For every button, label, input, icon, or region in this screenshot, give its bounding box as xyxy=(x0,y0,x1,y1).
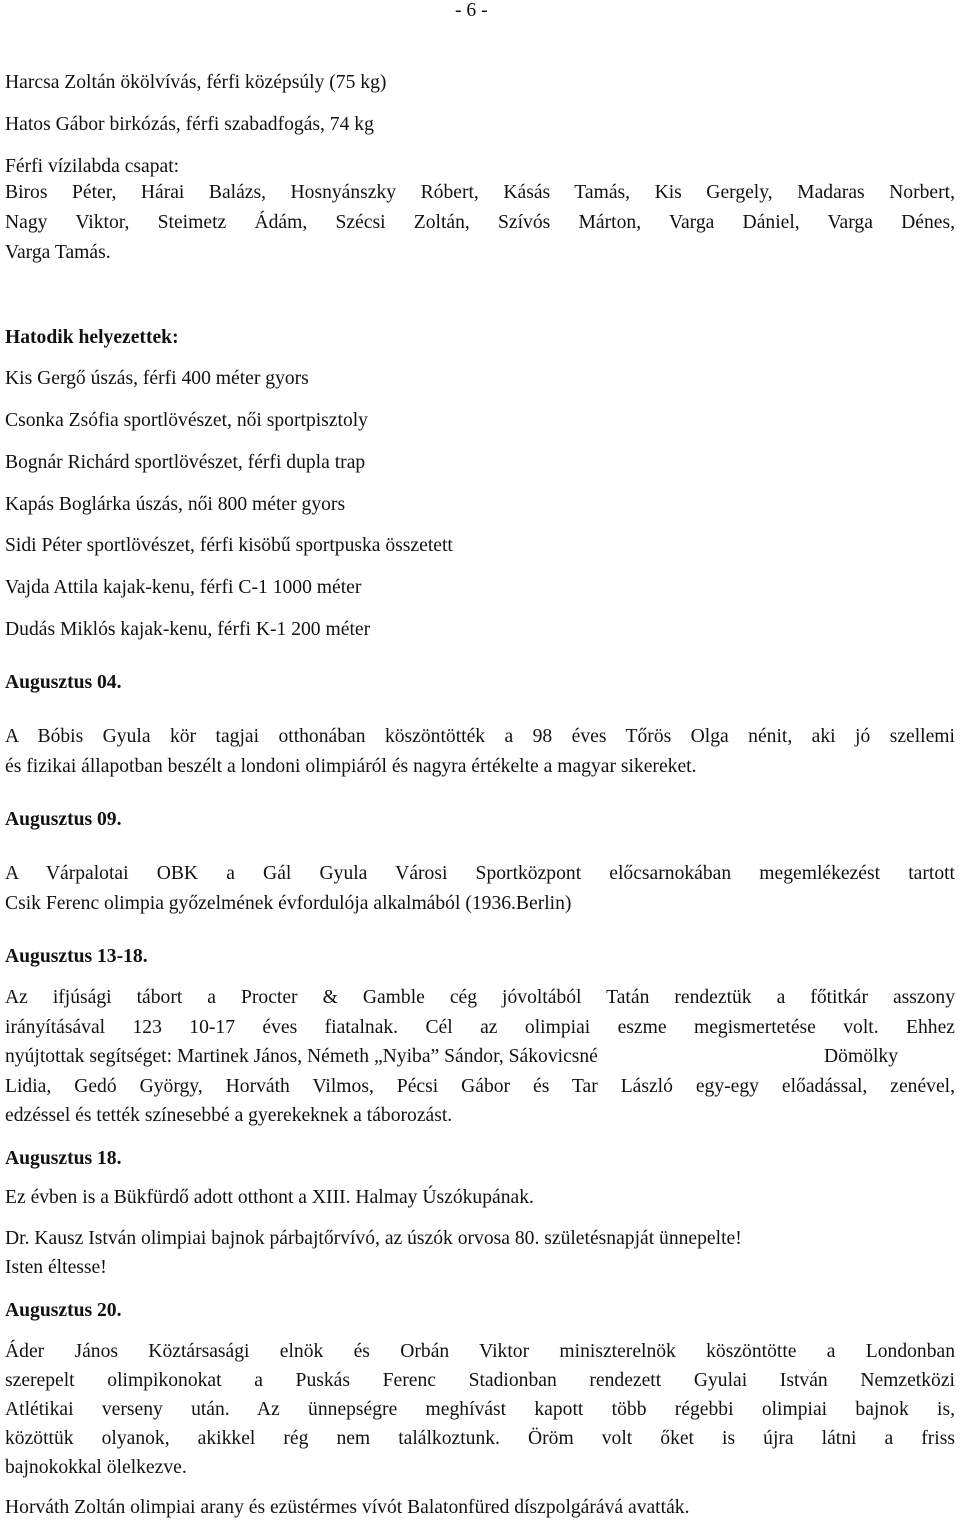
text-line: Varga Tamás. xyxy=(5,242,111,263)
list-item: Csonka Zsófia sportlövészet, női sportpisztoly xyxy=(5,410,368,431)
paragraph-line: irányításával 123 10-17 éves fiatalnak. Cél az olimpiai eszme megismertetése volt. Ehhez xyxy=(5,1017,955,1038)
text-line: Nagy Viktor, Steimetz Ádám, Szécsi Zoltán, Szívós Márton, Varga Dániel, Varga Dénes, xyxy=(5,212,955,233)
paragraph-line: közöttük olyanok, akikkel rég nem találkoztunk. Öröm volt őket is újra látni a friss xyxy=(5,1428,955,1449)
paragraph-line: Lidia, Gedó György, Horváth Vilmos, Pécsi Gábor és Tar László egy-egy előadással, zenével, xyxy=(5,1076,955,1097)
paragraph-line: Az ifjúsági tábort a Procter & Gamble cég jóvoltából Tatán rendeztük a főtitkár asszony xyxy=(5,987,955,1008)
date-heading: Augusztus 13-18. xyxy=(5,946,148,967)
paragraph-line: Atlétikai verseny után. Az ünnepségre meghívást kapott több régebbi olimpiai bajnok is, xyxy=(5,1399,955,1420)
section-heading: Hatodik helyezettek: xyxy=(5,327,179,348)
list-item: Dudás Miklós kajak-kenu, férfi K-1 200 méter xyxy=(5,619,371,640)
text-line: Harcsa Zoltán ökölvívás, férfi középsúly (75 kg) xyxy=(5,72,387,93)
date-heading: Augusztus 20. xyxy=(5,1300,122,1321)
paragraph-line: A Bóbis Gyula kör tagjai otthonában köszöntötték a 98 éves Tőrös Olga nénit, aki jó szellemi xyxy=(5,726,955,747)
text-line: Hatos Gábor birkózás, férfi szabadfogás, 74 kg xyxy=(5,114,374,135)
paragraph-line: Dömölky xyxy=(824,1046,899,1067)
text-line: Biros Péter, Hárai Balázs, Hosnyánszky Róbert, Kásás Tamás, Kis Gergely, Madaras Norbert, xyxy=(5,182,955,203)
date-heading: Augusztus 18. xyxy=(5,1148,122,1169)
date-heading: Augusztus 09. xyxy=(5,809,122,830)
paragraph-line: Isten éltesse! xyxy=(5,1257,107,1278)
list-item: Sidi Péter sportlövészet, férfi kisöbű sportpuska összetett xyxy=(5,535,453,556)
list-item: Kis Gergő úszás, férfi 400 méter gyors xyxy=(5,368,309,389)
paragraph-line: Áder János Köztársasági elnök és Orbán Viktor miniszterelnök köszöntötte a Londonban xyxy=(5,1341,955,1362)
paragraph-line: és fizikai állapotban beszélt a londoni olimpiáról és nagyra értékelte a magyar sikereket. xyxy=(5,756,697,777)
paragraph-line: Dr. Kausz István olimpiai bajnok párbajtőrvívó, az úszók orvosa 80. születésnapját ünnepelte! xyxy=(5,1228,742,1249)
paragraph-line: bajnokokkal ölelkezve. xyxy=(5,1457,187,1478)
paragraph-line: edzéssel és tették színesebbé a gyerekeknek a táborozást. xyxy=(5,1105,453,1126)
paragraph-line: Csik Ferenc olimpia győzelmének évfordulója alkalmából (1936.Berlin) xyxy=(5,893,572,914)
paragraph-line: szerepelt olimpikonokat a Puskás Ferenc Stadionban rendezett Gyulai István Nemzetközi xyxy=(5,1370,955,1391)
text-line: Férfi vízilabda csapat: xyxy=(5,156,180,177)
paragraph-line: Horváth Zoltán olimpiai arany és ezüstérmes vívót Balatonfüred díszpolgárává avatták. xyxy=(5,1497,690,1518)
list-item: Kapás Boglárka úszás, női 800 méter gyors xyxy=(5,494,346,515)
list-item: Vajda Attila kajak-kenu, férfi C-1 1000 méter xyxy=(5,577,362,598)
paragraph-line: Ez évben is a Bükfürdő adott otthont a XIII. Halmay Úszókupának. xyxy=(5,1187,534,1208)
list-item: Bognár Richárd sportlövészet, férfi dupla trap xyxy=(5,452,366,473)
paragraph-line: A Várpalotai OBK a Gál Gyula Városi Sportközpont előcsarnokában megemlékezést tartott xyxy=(5,863,955,884)
date-heading: Augusztus 04. xyxy=(5,672,122,693)
page-number: - 6 - xyxy=(455,0,488,21)
paragraph-line: nyújtottak segítséget: Martinek János, Németh „Nyiba” Sándor, Sákovicsné xyxy=(5,1046,598,1067)
